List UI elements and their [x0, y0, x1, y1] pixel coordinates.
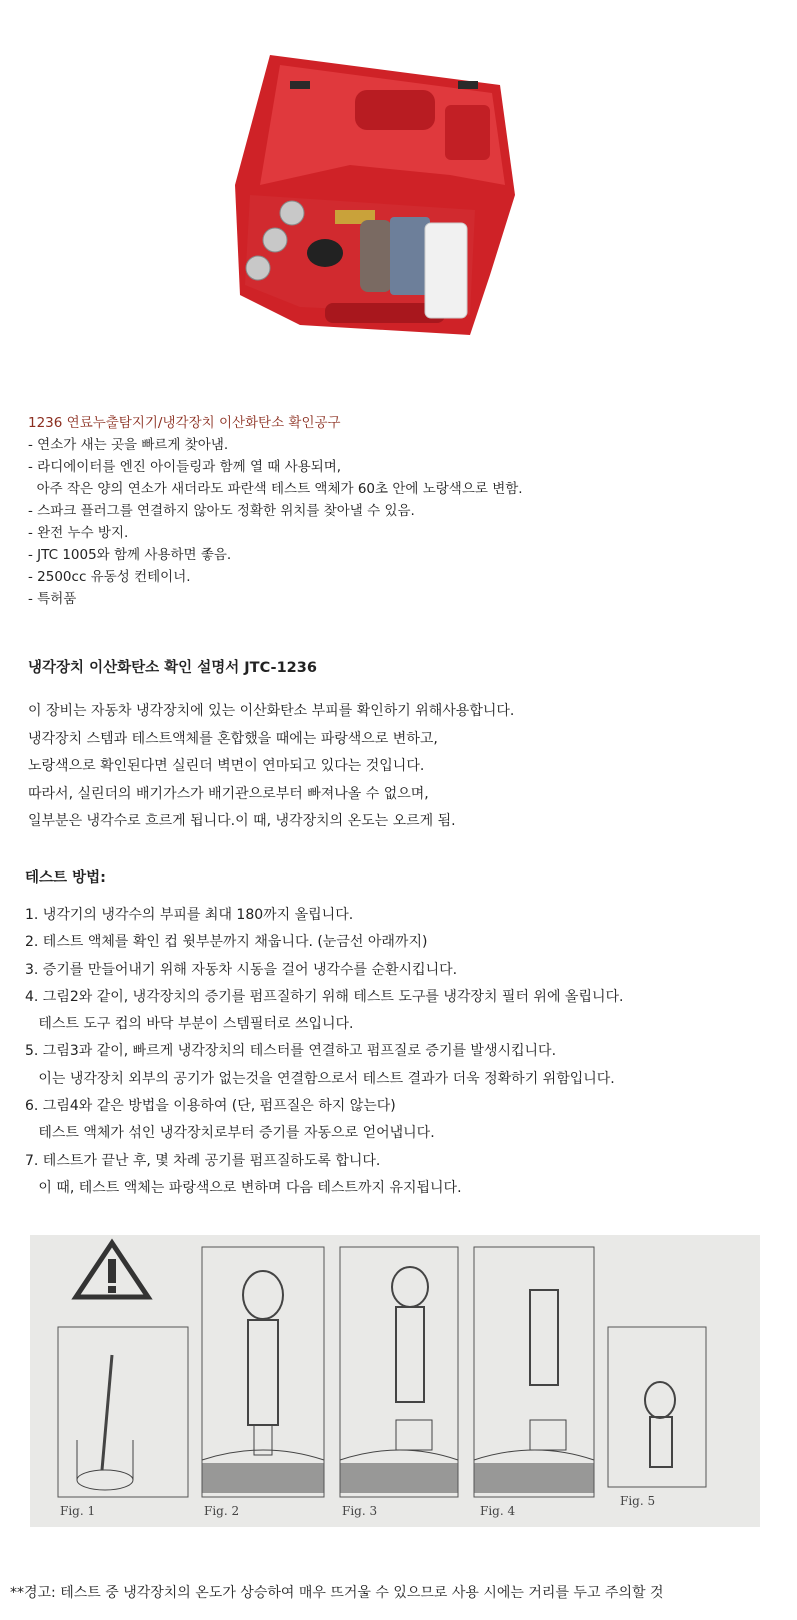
manual-line: 이 장비는 자동차 냉각장치에 있는 이산화탄소 부피를 확인하기 위해사용합니다. [28, 703, 515, 719]
product-spec [28, 412, 768, 610]
step-line: 3. 증기를 만들어내기 위해 자동차 시동을 걸어 냉각수를 순환시킵니다. [25, 961, 458, 978]
step-line: 4. 그림2와 같이, 냉각장치의 증기를 펌프질하기 위해 테스트 도구를 냉각장치 필터 위에 올립니다. [25, 988, 624, 1005]
step-line: 테스트 도구 컵의 바닥 부분이 스템필터로 쓰입니다. [25, 1016, 354, 1033]
manual-line: 따라서, 실린더의 배기가스가 배기관으로부터 빠져나올 수 없으며, [28, 785, 429, 802]
step-line: 7. 테스트가 끝난 후, 몇 차례 공기를 펌프질하도록 합니다. [25, 1152, 381, 1169]
figure-label: Fig. 3 [342, 1504, 378, 1518]
manual-line: 일부분은 냉각수로 흐르게 됩니다.이 때, 냉각장치의 온도는 오르게 됨. [28, 813, 456, 829]
manual-body [28, 698, 768, 836]
warning-note: **경고: 테스트 중 냉각장치의 온도가 상승하여 매우 뜨거울 수 있으므로 사용 시에는 거리를 두고 주의할 것 [10, 1585, 664, 1601]
spec-line: - 라디에이터를 엔진 아이들링과 함께 열 때 사용되며, [28, 459, 342, 475]
spec-title: 1236 연료누출탐지기/냉각장치 이산화탄소 확인공구 [28, 415, 341, 431]
figure-label: Fig. 4 [480, 1504, 516, 1518]
spec-line: - 완전 누수 방지. [28, 525, 129, 541]
figure-label: Fig. 2 [204, 1504, 240, 1518]
spec-line: - 특허품 [28, 591, 77, 607]
step-line: 2. 테스트 액체를 확인 컵 윗부분까지 채웁니다. (눈금선 아래까지) [25, 934, 428, 951]
step-line: 5. 그림3과 같이, 빠르게 냉각장치의 테스터를 연결하고 펌프질로 증기를 발생시킵니다. [25, 1043, 557, 1060]
figure-label: Fig. 1 [60, 1504, 96, 1518]
manual-title: 냉각장치 이산화탄소 확인 설명서 JTC-1236 [28, 660, 317, 676]
manual-line: 냉각장치 스템과 테스트액체를 혼합했을 때에는 파랑색으로 변하고, [28, 730, 438, 747]
test-heading: 테스트 방법: [25, 870, 106, 886]
test-steps [25, 902, 785, 1202]
step-line: 이는 냉각장치 외부의 공기가 없는것을 연결함으로서 테스트 결과가 더욱 정확하기 위함입니다. [25, 1070, 615, 1087]
carrying-case [235, 55, 515, 335]
figure-illustrations [30, 1235, 760, 1527]
figure-label: Fig. 5 [620, 1494, 656, 1508]
step-line: 이 때, 테스트 액체는 파랑색으로 변하며 다음 테스트까지 유지됩니다. [25, 1179, 462, 1196]
spec-line: 아주 작은 양의 연소가 새더라도 파란색 테스트 액체가 60초 안에 노랑색으로 변함. [28, 481, 523, 497]
spec-line: - JTC 1005와 함께 사용하면 좋음. [28, 547, 232, 563]
spec-line: - 연소가 새는 곳을 빠르게 찾아냄. [28, 437, 229, 453]
step-line: 테스트 액체가 섞인 냉각장치로부터 증기를 자동으로 얻어냅니다. [25, 1125, 435, 1142]
step-line: 6. 그림4와 같은 방법을 이용하여 (단, 펌프질은 하지 않는다) [25, 1098, 396, 1115]
spec-line: - 2500cc 유동성 컨테이너. [28, 569, 191, 585]
spec-line: - 스파크 플러그를 연결하지 않아도 정확한 위치를 찾아낼 수 있음. [28, 503, 415, 519]
product-image [230, 45, 520, 350]
step-line: 1. 냉각기의 냉각수의 부피를 최대 180까지 올립니다. [25, 907, 354, 923]
manual-line: 노랑색으로 확인된다면 실린더 벽면이 연마되고 있다는 것입니다. [28, 758, 425, 774]
